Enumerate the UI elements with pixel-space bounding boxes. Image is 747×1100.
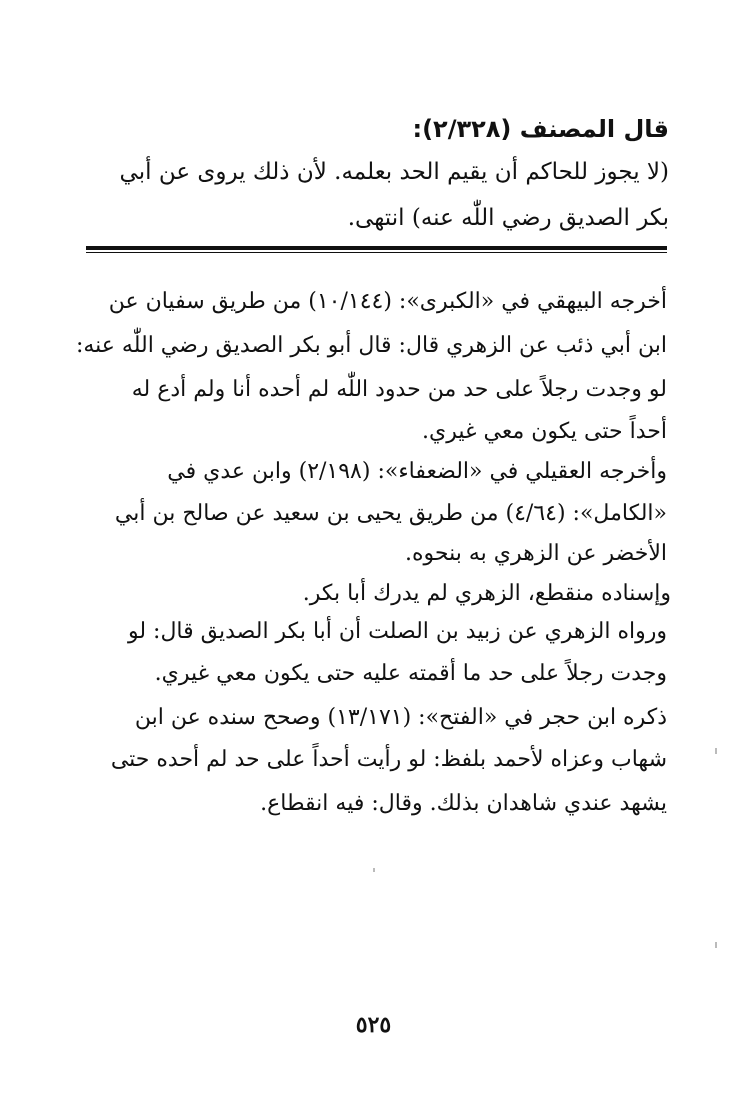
divider-thin-rule bbox=[86, 252, 667, 253]
body-line: لو وجدت رجلاً على حد من حدود اللّٰه لم أحده أنا ولم أدع له bbox=[131, 377, 667, 402]
divider-thick-rule bbox=[86, 246, 667, 250]
body-line: «الكامل»: (٤/٦٤) من طريق يحيى بن سعيد عن صالح بن أبي bbox=[114, 501, 667, 526]
body-line: ذكره ابن حجر في «الفتح»: (١٣/١٧١) وصحح سنده عن ابن bbox=[134, 705, 667, 730]
body-line: وإسناده منقطع، الزهري لم يدرك أبا بكر. bbox=[302, 581, 671, 606]
body-line: ابن أبي ذئب عن الزهري قال: قال أبو بكر الصديق رضي اللّٰه عنه: bbox=[76, 333, 667, 358]
scan-speck bbox=[715, 748, 717, 754]
section-heading: قال المصنف (٢/٣٢٨): bbox=[412, 115, 669, 143]
scan-speck bbox=[715, 942, 717, 948]
body-line: يشهد عندي شاهدان بذلك. وقال: فيه انقطاع. bbox=[260, 791, 667, 816]
scan-speck bbox=[373, 868, 375, 872]
body-line: أحداً حتى يكون معي غيري. bbox=[422, 419, 667, 444]
quote-line: بكر الصديق رضي اللّٰه عنه) انتهى. bbox=[347, 205, 669, 231]
body-line: شهاب وعزاه لأحمد بلفظ: لو رأيت أحداً على حد لم أحده حتى bbox=[110, 747, 667, 772]
body-line: أخرجه البيهقي في «الكبرى»: (١٠/١٤٤) من طريق سفيان عن bbox=[108, 289, 667, 314]
body-line: وأخرجه العقيلي في «الضعفاء»: (٢/١٩٨) وابن عدي في bbox=[167, 459, 667, 484]
quote-line: (لا يجوز للحاكم أن يقيم الحد بعلمه. لأن ذلك يروى عن أبي bbox=[119, 159, 669, 185]
body-line: الأخضر عن الزهري به بنحوه. bbox=[404, 541, 667, 566]
section-divider bbox=[86, 246, 667, 254]
body-line: ورواه الزهري عن زبيد بن الصلت أن أبا بكر الصديق قال: لو bbox=[127, 619, 667, 644]
page-number: ٥٢٥ bbox=[355, 1012, 392, 1038]
body-line: وجدت رجلاً على حد ما أقمته عليه حتى يكون معي غيري. bbox=[154, 661, 667, 686]
